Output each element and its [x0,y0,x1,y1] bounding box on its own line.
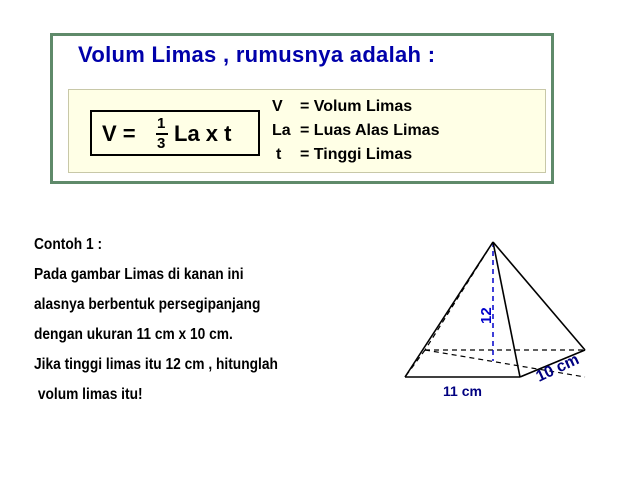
example-line: Jika tinggi limas itu 12 cm , hitunglah [34,356,278,373]
example-text [34,232,318,412]
width-label: 10 cm [533,351,582,386]
formula-denominator: 3 [157,135,166,152]
pyramid-figure [395,232,615,412]
lateral-edge [493,242,520,377]
legend-symbol: V [272,98,283,115]
length-label: 11 cm [443,383,482,399]
formula-numerator: 1 [157,115,166,132]
example-line: dengan ukuran 11 cm x 10 cm. [34,326,233,343]
legend-definition: = Tinggi Limas [300,146,413,163]
example-line: alasnya berbentuk persegipanjang [34,296,261,313]
example-line: volum limas itu! [34,386,143,403]
legend-definition: = Luas Alas Limas [300,122,440,139]
lateral-edge [493,242,585,350]
example-heading: Contoh 1 : [34,236,103,253]
example-line: Pada gambar Limas di kanan ini [34,266,244,283]
formula-rhs: La x t [174,121,232,146]
legend-base-area [272,122,439,140]
height-label: 12 [478,307,495,324]
legend-symbol: t [276,146,282,163]
legend-height [272,146,412,164]
formula [90,110,260,156]
legend-symbol: La [272,122,291,139]
slide-title: Volum Limas , rumusnya adalah : [78,42,436,67]
legend-volume [272,98,412,116]
legend-definition: = Volum Limas [300,98,413,115]
formula-lhs: V = [102,121,136,146]
